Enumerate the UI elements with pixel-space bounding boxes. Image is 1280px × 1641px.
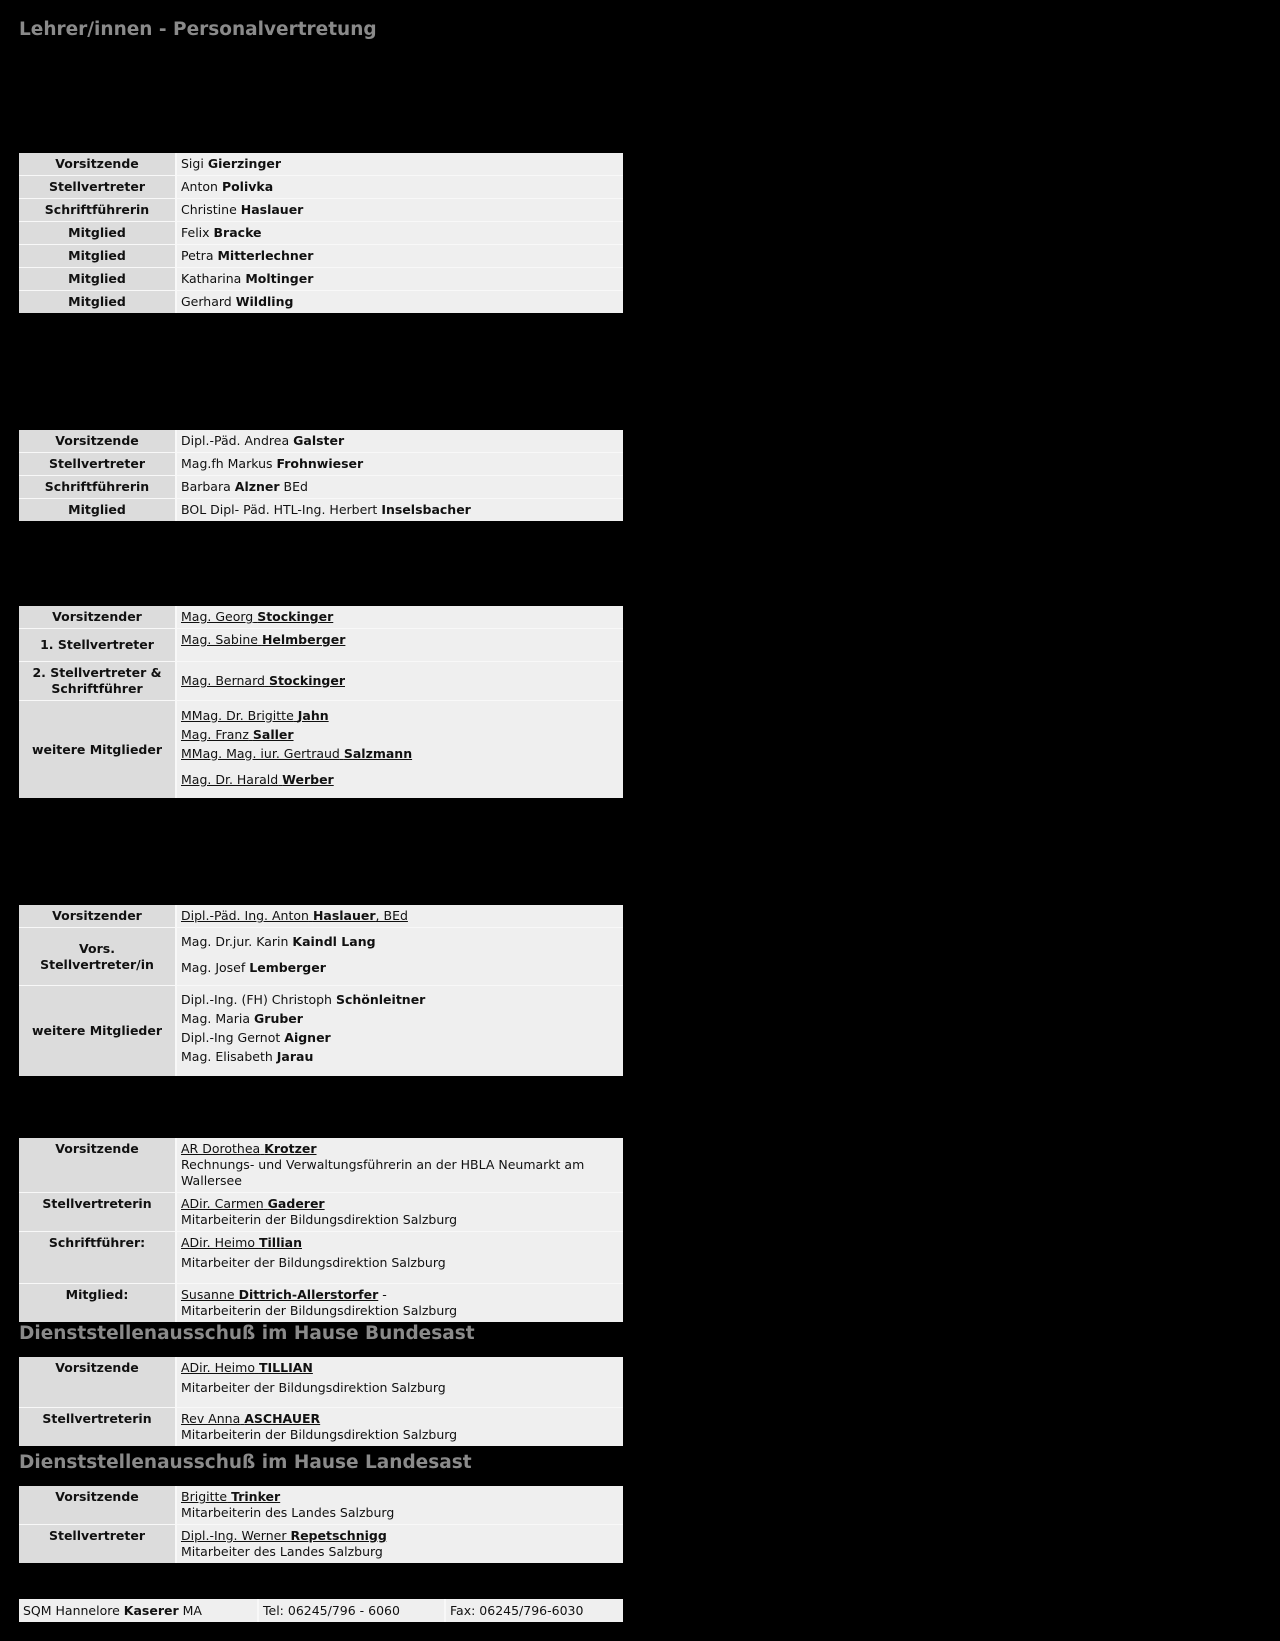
table-row	[19, 905, 623, 928]
member-link[interactable]: Brigitte Trinker	[181, 1489, 281, 1504]
member-name: Mag. Elisabeth Jarau	[181, 1049, 314, 1064]
role-label: Vorsitzende	[19, 153, 177, 176]
committee-table-5	[19, 1138, 623, 1322]
table-row	[19, 1232, 623, 1284]
contact-name: SQM Hannelore Kaserer MA	[19, 1599, 258, 1622]
member-name: Anton Polivka	[177, 176, 623, 199]
table-row	[19, 222, 623, 245]
role-label: Schriftführerin	[19, 476, 177, 499]
role-label: Schriftführer:	[19, 1232, 177, 1284]
member-link[interactable]: Mag. Dr. Harald Werber	[181, 771, 334, 787]
table-row	[19, 1486, 623, 1525]
role-label: Mitglied	[19, 499, 177, 521]
committee-table-2	[19, 430, 623, 521]
table-row	[19, 1599, 623, 1622]
role-label: Vors. Stellvertreter/in	[19, 928, 177, 986]
role-label: Mitglied	[19, 245, 177, 268]
member-description: Mitarbeiter der Bildungsdirektion Salzburg	[181, 1255, 446, 1270]
role-label: Stellvertreterin	[19, 1408, 177, 1446]
contact-phone: Tel: 06245/796 - 6060	[258, 1599, 445, 1622]
role-label: Vorsitzende	[19, 1486, 177, 1525]
committee-table-bundesast	[19, 1357, 623, 1446]
member-name: Christine Haslauer	[177, 199, 623, 222]
table-row	[19, 430, 623, 453]
member-link[interactable]: Rev Anna ASCHAUER	[181, 1411, 321, 1426]
table-row	[19, 453, 623, 476]
committee-table-landesast	[19, 1486, 623, 1563]
page-title: Lehrer/innen - Personalvertretung	[19, 19, 377, 40]
member-link[interactable]: ADir. Heimo TILLIAN	[181, 1360, 313, 1375]
contact-fax: Fax: 06245/796-6030	[450, 1603, 584, 1618]
table-row	[19, 928, 623, 986]
committee-table-3	[19, 606, 623, 798]
table-row	[19, 1138, 623, 1193]
member-name: Barbara Alzner BEd	[177, 476, 623, 499]
member-description: Mitarbeiterin der Bildungsdirektion Salzburg	[181, 1427, 458, 1442]
member-name: Petra Mitterlechner	[177, 245, 623, 268]
table-row	[19, 629, 623, 662]
role-label: Vorsitzende	[19, 1357, 177, 1408]
table-row	[19, 1193, 623, 1232]
member-link[interactable]: ADir. Carmen Gaderer	[181, 1196, 325, 1211]
member-description: Mitarbeiterin des Landes Salzburg	[181, 1505, 395, 1520]
committee-table-1	[19, 153, 623, 313]
member-link[interactable]: Mag. Sabine Helmberger	[181, 632, 346, 647]
member-name: Katharina Moltinger	[177, 268, 623, 291]
role-label: Stellvertreter	[19, 453, 177, 476]
member-name: Mag. Dr.jur. Karin Kaindl Lang	[181, 934, 376, 949]
member-description: Rechnungs- und Verwaltungsführerin an der HBLA Neumarkt am Wallersee	[181, 1157, 585, 1188]
section-heading-landesast: Dienststellenausschuß im Hause Landesast	[19, 1452, 472, 1473]
role-label: 2. Stellvertreter & Schriftführer	[19, 662, 177, 701]
member-name: Sigi Gierzinger	[177, 153, 623, 176]
member-description: Mitarbeiter des Landes Salzburg	[181, 1544, 383, 1559]
table-row: Mitglied: Susanne Dittrich-Allerstorfer - Mitarbeiterin der Bildungsdirektion Salzburg	[19, 1284, 623, 1322]
member-name: Felix Bracke	[177, 222, 623, 245]
role-label: 1. Stellvertreter	[19, 629, 177, 662]
member-link[interactable]: MMag. Mag. iur. Gertraud Salzmann	[181, 745, 413, 761]
role-label: Mitglied	[19, 268, 177, 291]
member-description: Mitarbeiterin der Bildungsdirektion Salzburg	[181, 1212, 458, 1227]
role-label: Stellvertreterin	[19, 1193, 177, 1232]
member-link[interactable]: Mag. Franz Saller	[181, 726, 294, 742]
member-link[interactable]: Dipl.-Päd. Ing. Anton Haslauer, BEd	[181, 908, 408, 923]
member-link[interactable]: Mag. Bernard Stockinger	[181, 673, 345, 688]
member-link[interactable]: Susanne Dittrich-Allerstorfer	[181, 1287, 379, 1302]
role-label: Schriftführerin	[19, 199, 177, 222]
role-label: Vorsitzende	[19, 430, 177, 453]
table-row	[19, 499, 623, 521]
role-label: Mitglied	[19, 291, 177, 313]
table-row	[19, 701, 623, 798]
member-name: Dipl.-Ing Gernot Aigner	[181, 1030, 331, 1045]
member-link[interactable]: Dipl.-Ing. Werner Repetschnigg	[181, 1528, 387, 1543]
role-label: weitere Mitglieder	[19, 701, 177, 798]
member-description: Mitarbeiter der Bildungsdirektion Salzburg	[181, 1380, 446, 1395]
role-label: Mitglied	[19, 222, 177, 245]
table-row	[19, 268, 623, 291]
member-link[interactable]: Mag. Georg Stockinger	[181, 609, 334, 624]
member-name: Mag.fh Markus Frohnwieser	[177, 453, 623, 476]
member-link[interactable]: MMag. Dr. Brigitte Jahn	[181, 707, 329, 723]
member-link[interactable]: AR Dorothea Krotzer	[181, 1141, 317, 1156]
section-heading-bundesast: Dienststellenausschuß im Hause Bundesast	[19, 1323, 475, 1344]
table-row	[19, 245, 623, 268]
member-name: Dipl.-Päd. Andrea Galster	[177, 430, 623, 453]
role-label: Stellvertreter	[19, 176, 177, 199]
table-row	[19, 176, 623, 199]
table-row	[19, 153, 623, 176]
member-name: BOL Dipl- Päd. HTL-Ing. Herbert Inselsbacher	[177, 499, 623, 521]
table-row	[19, 291, 623, 313]
role-label: Stellvertreter	[19, 1525, 177, 1563]
member-name: Mag. Maria Gruber	[181, 1011, 303, 1026]
table-row	[19, 476, 623, 499]
role-label: Vorsitzender	[19, 606, 177, 629]
member-link[interactable]: ADir. Heimo Tillian	[181, 1235, 302, 1250]
role-label: Mitglied:	[19, 1284, 177, 1322]
table-row	[19, 1525, 623, 1563]
table-row	[19, 199, 623, 222]
role-label: weitere Mitglieder	[19, 986, 177, 1076]
member-name: Gerhard Wildling	[177, 291, 623, 313]
member-name: Dipl.-Ing. (FH) Christoph Schönleitner	[181, 992, 426, 1007]
member-description: Mitarbeiterin der Bildungsdirektion Salzburg	[181, 1303, 458, 1318]
contact-footer	[19, 1599, 623, 1622]
table-row	[19, 1408, 623, 1446]
table-row	[19, 986, 623, 1076]
role-label: Vorsitzende	[19, 1138, 177, 1193]
table-row	[19, 1357, 623, 1408]
role-label: Vorsitzender	[19, 905, 177, 928]
table-row	[19, 606, 623, 629]
committee-table-4	[19, 905, 623, 1076]
member-name: Mag. Josef Lemberger	[181, 960, 326, 975]
table-row	[19, 662, 623, 701]
